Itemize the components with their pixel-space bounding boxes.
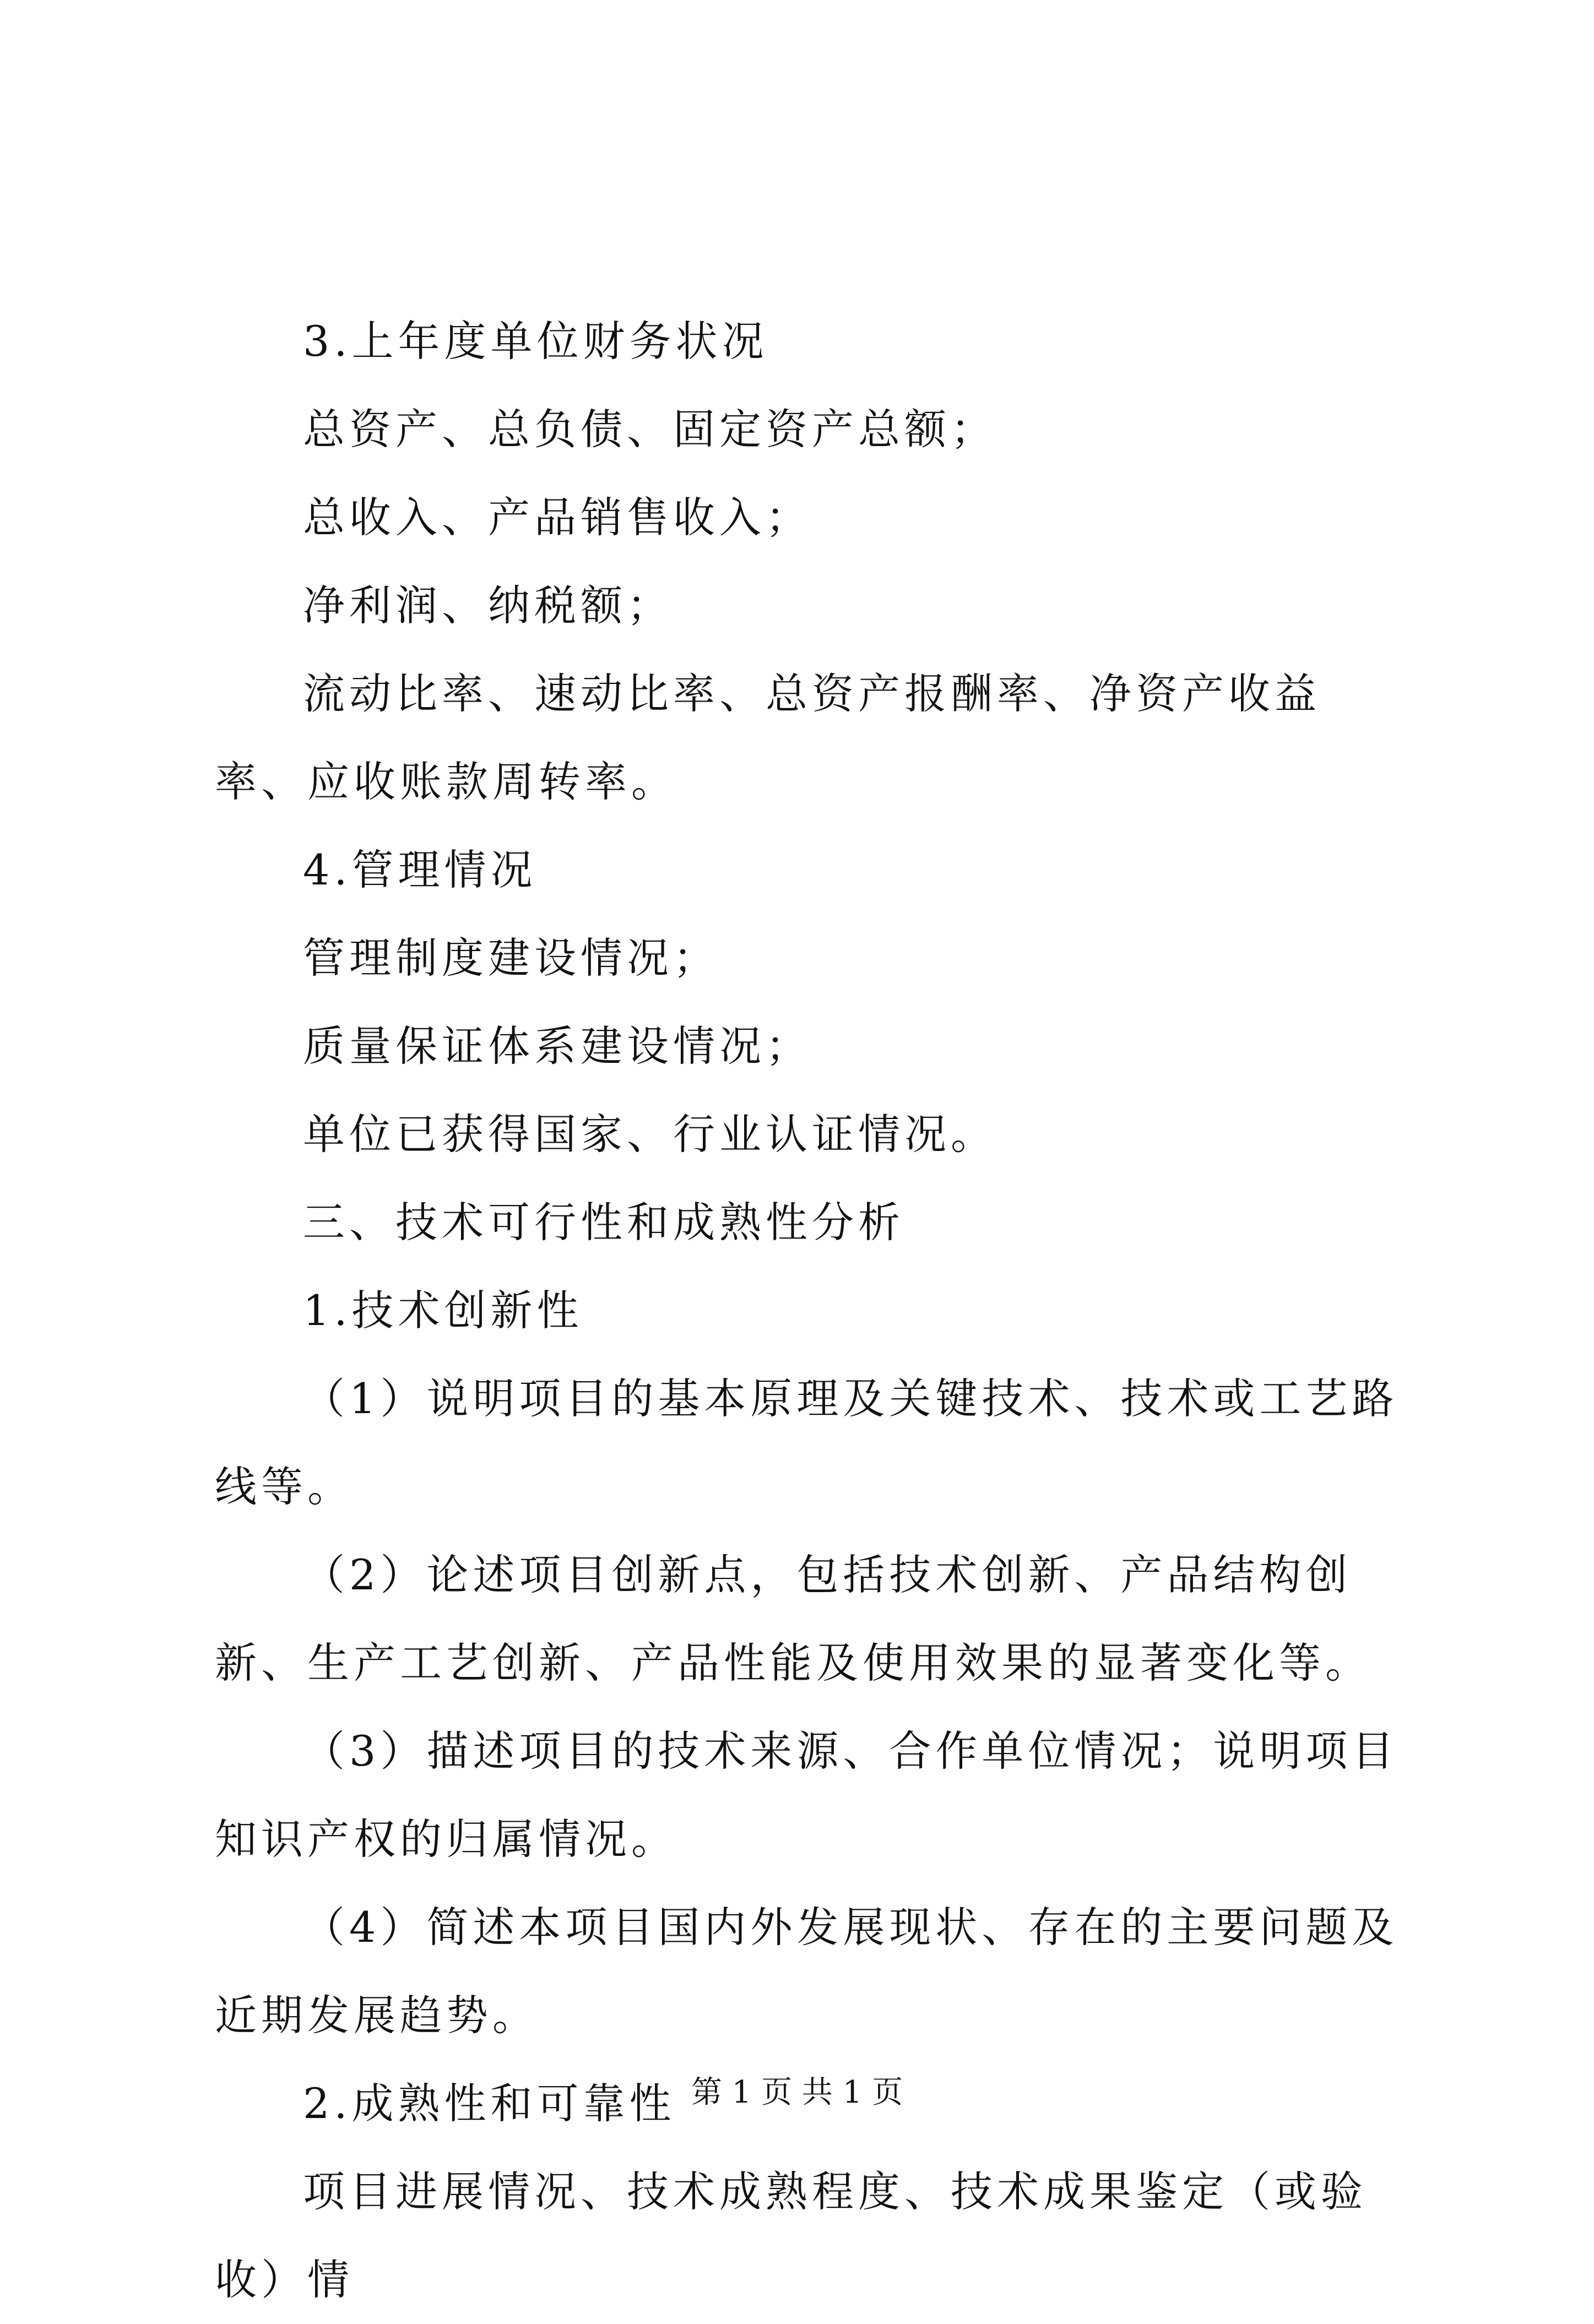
paragraph: （1）说明项目的基本原理及关键技术、技术或工艺路线等。 xyxy=(215,1374,1398,1511)
paragraph: 流动比率、速动比率、总资产报酬率、净资产收益率、应收账款周转率。 xyxy=(215,669,1321,806)
paragraph: 质量保证体系建设情况； xyxy=(303,1022,812,1071)
paragraph: 净利润、纳税额； xyxy=(303,581,673,630)
section-heading-maturity: 2.成熟性和可靠性 xyxy=(303,2079,676,2128)
paragraph: 总资产、总负债、固定资产总额； xyxy=(303,405,997,454)
section-heading-financial: 3.上年度单位财务状况 xyxy=(303,317,768,366)
page-footer: 第 1 页 共 1 页 xyxy=(691,2075,903,2110)
chapter-heading-technical-feasibility: 三、技术可行性和成熟性分析 xyxy=(303,1198,904,1247)
paragraph: 管理制度建设情况； xyxy=(303,933,719,982)
paragraph: （4）简述本项目国内外发展现状、存在的主要问题及近期发展趋势。 xyxy=(215,1903,1398,2040)
paragraph: 总收入、产品销售收入； xyxy=(303,493,812,542)
paragraph: 单位已获得国家、行业认证情况。 xyxy=(303,1110,997,1159)
paragraph: （2）论述项目创新点，包括技术创新、产品结构创新、生产工艺创新、产品性能及使用效果的显著变化等。 xyxy=(215,1550,1371,1687)
section-heading-management: 4.管理情况 xyxy=(303,845,537,894)
paragraph: （3）描述项目的技术来源、合作单位情况；说明项目知识产权的归属情况。 xyxy=(215,1726,1398,1864)
document-body xyxy=(215,297,1405,2324)
section-heading-innovation: 1.技术创新性 xyxy=(303,1286,583,1335)
paragraph: 项目进展情况、技术成熟程度、技术成果鉴定（或验收）情 xyxy=(215,2167,1367,2304)
